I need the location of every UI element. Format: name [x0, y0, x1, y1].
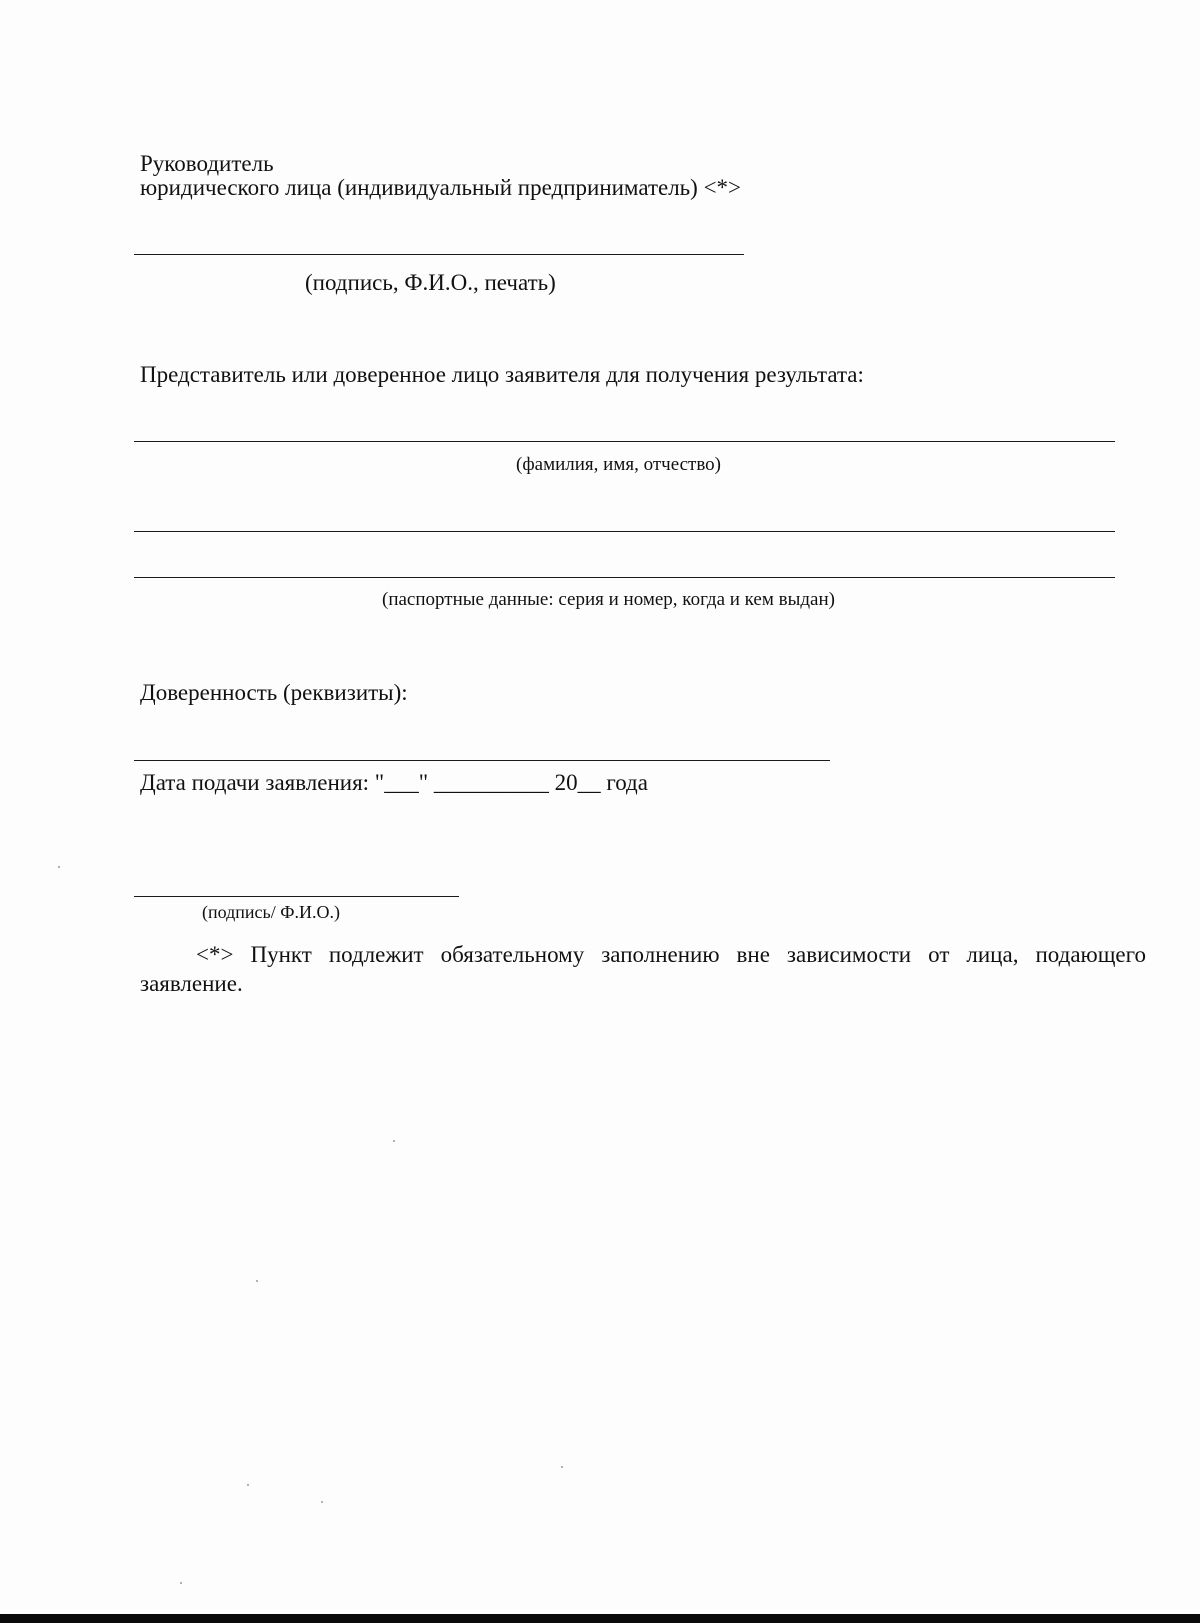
scan-speck	[180, 1582, 182, 1584]
scan-speck	[256, 1280, 258, 1282]
scan-speck	[393, 1140, 395, 1142]
passport-line-2	[134, 577, 1115, 578]
scan-speck	[58, 866, 60, 868]
footnote-text: <*> Пункт подлежит обязательному заполнению вне зависимости от лица, подающего заявление.	[140, 942, 1146, 996]
power-of-attorney-label: Доверенность (реквизиты):	[140, 680, 408, 705]
power-of-attorney-line	[134, 760, 830, 761]
scan-speck	[321, 1501, 323, 1503]
submission-date-line: Дата подачи заявления: "___" __________ 20__ года	[140, 770, 648, 795]
representative-label: Представитель или доверенное лицо заявителя для получения результата:	[140, 362, 864, 387]
scan-speck	[561, 1466, 563, 1468]
head-title: Руководитель	[140, 151, 274, 176]
fio-line	[134, 441, 1115, 442]
applicant-signature-line	[134, 896, 459, 897]
passport-caption: (паспортные данные: серия и номер, когда и кем выдан)	[382, 589, 835, 610]
head-subtitle: юридического лица (индивидуальный предприниматель) <*>	[140, 175, 742, 200]
scan-speck	[247, 1484, 249, 1486]
signature-caption: (подпись, Ф.И.О., печать)	[305, 270, 556, 295]
scan-bottom-edge	[0, 1614, 1200, 1623]
signature-line	[134, 254, 744, 255]
applicant-signature-caption: (подпись/ Ф.И.О.)	[202, 902, 340, 922]
fio-caption: (фамилия, имя, отчество)	[516, 454, 722, 475]
passport-line-1	[134, 531, 1115, 532]
